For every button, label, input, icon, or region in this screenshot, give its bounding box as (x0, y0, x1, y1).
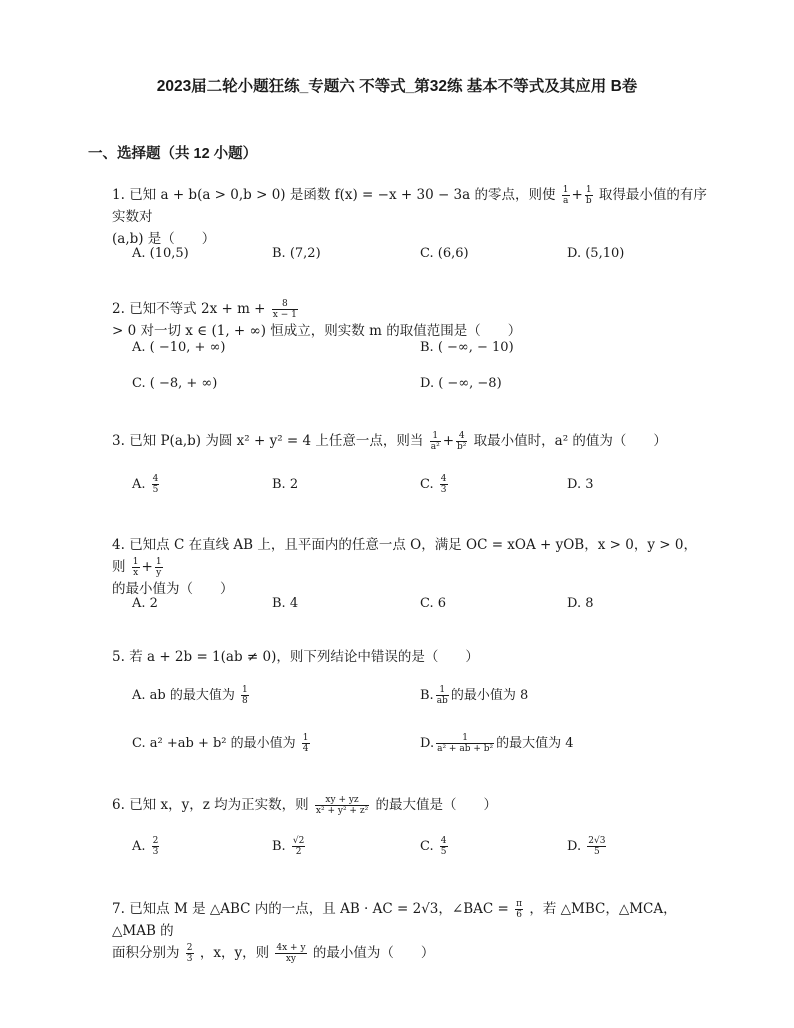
question-text: 若 a + 2b = 1(ab ≠ 0)，则下列结论中错误的是（ ） (129, 649, 479, 665)
question-text: 已知点 M 是 △ABC 内的一点，且 AB · AC = 2√3，∠BAC = (129, 901, 509, 917)
option-b[interactable]: B. (7,2) (272, 246, 321, 261)
option-b[interactable]: B. $\frac{√2}{2}$ (272, 836, 305, 857)
question-number: 5. (112, 649, 125, 665)
question-6 (112, 794, 708, 816)
option-a[interactable]: A. (10,5) (132, 246, 189, 261)
option-c[interactable]: C. ( −8, + ∞) (132, 376, 218, 391)
option-c[interactable]: C. (6,6) (420, 246, 469, 261)
question-text: ，x，y，则 (199, 945, 270, 961)
option-a[interactable]: A. $\frac{4}{5}$ (132, 474, 159, 495)
question-text: (a,b) 是（ ） (112, 231, 216, 247)
question-text: 取得最小值的有序实数对 (112, 187, 707, 225)
option-c[interactable]: C. 6 (420, 596, 447, 611)
option-d[interactable]: D. (5,10) (567, 246, 625, 261)
fraction: $\frac{1}{\text{a²}}$ (430, 431, 440, 452)
option-c[interactable]: C. a² +ab + b² 的最小值为 $\frac{1}{4}$ (132, 733, 309, 754)
question-number: 3. (112, 433, 125, 449)
section-heading: 一、选择题（共 12 小题） (88, 146, 258, 162)
option-a[interactable]: A. ( −10, + ∞) (132, 340, 226, 355)
question-text: 的最小值为（ ） (312, 945, 435, 961)
question-text: 面积分别为 (112, 945, 180, 961)
option-b[interactable]: B. 4 (272, 596, 299, 611)
option-a[interactable]: A. $\frac{2}{3}$ (132, 836, 159, 857)
fraction: $\frac{1}{y}$ (155, 557, 162, 578)
fraction: $\frac{1}{b}$ (585, 185, 592, 206)
question-1: 1. 已知 a + b(a > 0,b > 0) 是函数 f(x) = −x + 30 − 3a 的零点，则使 $\frac{1}{a}$ + $\frac{1}{b}$ 取得最小值的有序实数对 (a,b) 是（ ） (112, 185, 707, 247)
question-4: 4. 已知点 C 在直线 AB 上，且平面内的任意一点 O，满足 OC = xOA + yOB，x > 0，y > 0，则 $\frac{1}{x}$ + $\frac{1}{y}$ 的最小值为（ ） (112, 537, 697, 597)
option-b[interactable]: B. ( −∞, − 10) (420, 340, 514, 355)
question-text: > 0 对一切 x ∈ (1, + ∞) 恒成立，则实数 m 的取值范围是（ ） (112, 323, 522, 339)
question-number: 6. (112, 797, 125, 813)
option-a[interactable]: A. ab 的最大值为 $\frac{1}{8}$ (132, 685, 248, 706)
question-2 (112, 298, 708, 342)
question-text: 已知 x，y，z 均为正实数，则 (129, 797, 309, 813)
question-text: ，若 △MBC，△MCA，△MAB 的 (112, 901, 677, 939)
option-d[interactable]: D. ( −∞, −8) (420, 376, 502, 391)
question-number: 7. (112, 901, 125, 917)
fraction: $\frac{4}{\text{b²}}$ (457, 431, 467, 452)
option-d[interactable]: D. $\frac{2√3}{5}$ (567, 836, 606, 857)
option-a[interactable]: A. 2 (132, 596, 158, 611)
question-text: 已知不等式 2x + m + (129, 301, 266, 317)
fraction: $\frac{\pi}{6}$ (516, 899, 523, 920)
fraction: $\frac{8}{x - 1}$ (272, 299, 297, 320)
page-title: 2023届二轮小题狂练_专题六 不等式_第32练 基本不等式及其应用 B卷 (156, 78, 638, 95)
question-5 (112, 646, 708, 668)
option-c[interactable]: C. $\frac{4}{5}$ (420, 836, 447, 857)
option-c[interactable]: C. $\frac{4}{3}$ (420, 474, 447, 495)
question-3: 3. 已知 P(a,b) 为圆 x² + y² = 4 上任意一点，则当 $\frac{1}{\text{a²}}$ + $\frac{4}{\text{b²}}$ 取最小值时，a² 的值为（ ） (112, 431, 667, 452)
fraction: $\frac{1}{x}$ (132, 557, 139, 578)
fraction: $\frac{4x + y}{xy}$ (276, 943, 306, 964)
question-text: 的最大值是（ ） (375, 797, 497, 813)
fraction: $\frac{xy + yz}{\text{x² + y² + z²}}$ (315, 795, 369, 816)
question-text: 已知 P(a,b) 为圆 x² + y² = 4 上任意一点，则当 (129, 433, 424, 449)
question-number: 4. (112, 537, 125, 553)
option-b[interactable]: B. $\frac{1}{ab}$ 的最小值为 8 (420, 685, 529, 706)
question-text: 已知点 C 在直线 AB 上，且平面内的任意一点 O，满足 OC = xOA + yOB，x > 0，y > 0，则 (112, 537, 697, 575)
question-number: 2. (112, 301, 125, 317)
fraction: $\frac{2}{3}$ (186, 943, 193, 964)
question-text: 取最小值时，a² 的值为（ ） (473, 433, 667, 449)
question-7 (112, 898, 708, 964)
question-text: 的最小值为（ ） (112, 581, 234, 597)
question-number: 1. (112, 187, 125, 203)
option-d[interactable]: D. 8 (567, 596, 594, 611)
option-d[interactable]: D. 3 (567, 477, 594, 492)
option-d[interactable]: D. $\frac{1}{\text{a² + ab + b²}}$ 的最大值为 4 (420, 733, 574, 754)
question-text: 已知 a + b(a > 0,b > 0) 是函数 f(x) = −x + 30 − 3a 的零点，则使 (129, 187, 556, 203)
fraction: $\frac{1}{a}$ (562, 185, 569, 206)
option-b[interactable]: B. 2 (272, 477, 299, 492)
